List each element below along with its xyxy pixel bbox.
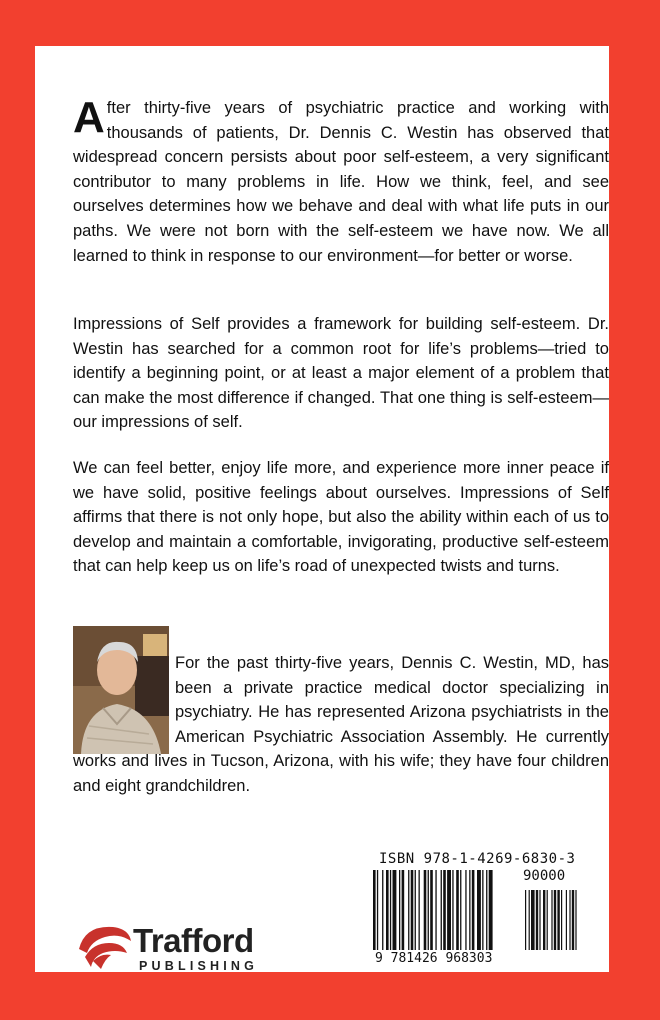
barcode-bar [443, 870, 446, 950]
barcode-bar [465, 870, 466, 950]
barcode-bar [373, 870, 376, 950]
barcode-bar [477, 870, 481, 950]
barcode-bar [447, 870, 451, 950]
barcode-bar [428, 870, 429, 950]
barcode-bar [377, 870, 378, 950]
barcode-bar [435, 870, 436, 950]
barcode-bar [460, 870, 461, 950]
back-cover-panel [35, 46, 609, 972]
blurb-paragraph-2: Impressions of Self provides a framework for building self-esteem. Dr. Westin has searched for a common root for life’s problems—tried to identify a beginning point, or at least a major element of a problem that can make the most difference if changed. That one thing is self-esteem—our impressions of self. [73, 315, 609, 432]
barcode-bar [386, 870, 389, 950]
barcode-bar [525, 890, 526, 950]
barcode-bar [551, 890, 552, 950]
barcode-bar [543, 890, 545, 950]
barcode-bar [489, 870, 493, 950]
barcode-bar [529, 890, 530, 950]
publisher-name: Trafford [133, 922, 254, 959]
barcode-bar [393, 870, 397, 950]
barcode-bar [547, 890, 548, 950]
barcode-bar [411, 870, 414, 950]
barcode-bar [456, 870, 459, 950]
barcode-bar [408, 870, 409, 950]
barcode-bar [469, 870, 470, 950]
barcode-bar [531, 890, 535, 950]
blurb-paragraph-3: We can feel better, enjoy life more, and experience more inner peace if we have solid, positive feelings about ourselves. Impressions of Self affirms that there is not only hope, but also the ability within each of us to develop and maintain a comfortable, invigorating, productive self-esteem that can help keep us on life’s road of unexpected twists and turns. [73, 459, 609, 576]
barcode-bar [441, 870, 442, 950]
barcode-bar [536, 890, 538, 950]
barcode-bar [554, 890, 556, 950]
barcode-bar [390, 870, 391, 950]
barcode-bar [430, 870, 433, 950]
blurb-paragraph-1 [73, 93, 609, 268]
barcode-bar [415, 870, 416, 950]
barcode-bar [419, 870, 420, 950]
barcode-bar [399, 870, 400, 950]
publisher-subtitle: PUBLISHING [139, 959, 259, 973]
barcode-bar [382, 870, 383, 950]
author-bio [73, 651, 609, 799]
barcode-bar [566, 890, 567, 950]
barcode-bar [452, 870, 453, 950]
barcode-bar [424, 870, 427, 950]
barcode-bar [557, 890, 559, 950]
barcode-bar [402, 870, 405, 950]
drop-cap: A [73, 93, 105, 142]
barcode-bar [569, 890, 570, 950]
blurb-paragraph-1-text: fter thirty-five years of psychiatric practice and working with thousands of patients, Dr. Dennis C. Westin has observed that widespread concern persists about poor self-esteem, a very significant contributor to many problems in life. How we think, feel, and see ourselves determines how we behave and deal with what life puts in our paths. We were not born with the self-esteem we have now. We all learned to think in response to our environment—for better or worse. [73, 99, 609, 265]
barcode-bar [561, 890, 562, 950]
barcode-bar [572, 890, 574, 950]
author-bio-text: For the past thirty-five years, Dennis C. Westin, MD, has been a private practice medical doctor specializing in psychiatry. He has represented Arizona psychiatrists in the American Psychiatric Association Assembly. He currently works and lives in Tucson, Arizona, with his wife; they have four children and eight grandchildren. [73, 654, 609, 795]
price-code: 90000 [523, 868, 566, 884]
barcode-bar [472, 870, 475, 950]
barcode-bar [539, 890, 540, 950]
isbn-text: ISBN 978-1-4269-6830-3 [379, 851, 576, 867]
barcode-bar [575, 890, 576, 950]
barcode-number: 9 781426 968303 [375, 951, 493, 966]
barcode-bar [482, 870, 483, 950]
barcode-bar [486, 870, 487, 950]
